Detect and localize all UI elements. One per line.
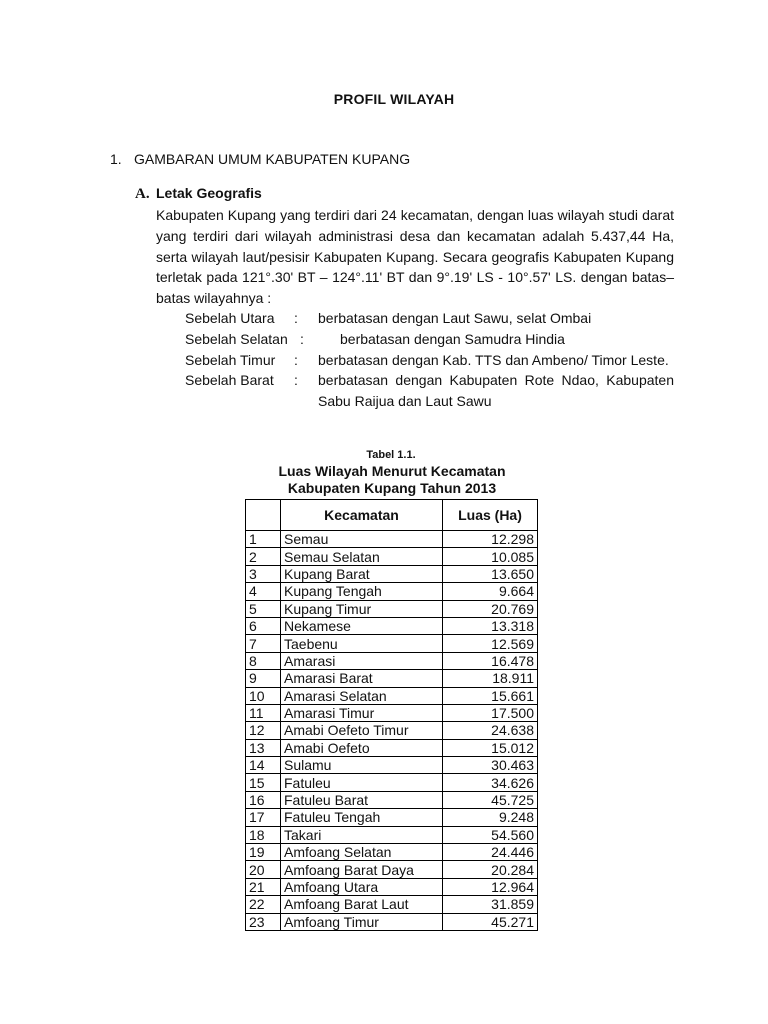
table-row <box>246 757 538 774</box>
page-title: PROFIL WILAYAH <box>333 91 455 107</box>
subsection-heading-text: Letak Geografis <box>156 185 262 201</box>
row-number-cell: 13 <box>246 739 281 756</box>
table-row <box>246 739 538 756</box>
table-title <box>0 463 768 497</box>
district-cell: Semau <box>281 531 443 548</box>
row-number-cell: 8 <box>246 652 281 669</box>
district-cell: Semau Selatan <box>281 548 443 565</box>
border-colon: : <box>294 351 298 368</box>
paragraph-text: Kabupaten Kupang yang terdiri dari 24 kecamatan, dengan luas wilayah studi darat yang terdiri dari wilayah administrasi desa dan kecamatan adalah 5.437,44 Ha, serta wilayah laut/pesisir Kabupaten Kupang. Secara geografis Kabupaten Kupang terletak pada 121°.30' BT – 124°.11' BT dan 9°.19' LS - 10°.57' LS. dengan batas–batas wilayahnya : <box>156 207 674 307</box>
district-cell: Fatuleu <box>281 774 443 791</box>
border-text: berbatasan dengan Samudra Hindia <box>340 330 565 347</box>
area-cell: 13.318 <box>443 617 538 634</box>
border-row-north <box>185 308 674 329</box>
table-row <box>246 652 538 669</box>
area-cell: 20.769 <box>443 600 538 617</box>
header-number <box>246 500 281 531</box>
row-number-cell: 5 <box>246 600 281 617</box>
border-row-south <box>185 329 674 350</box>
border-text: berbatasan dengan Kab. TTS dan Ambeno/ Timor Leste. <box>318 351 669 368</box>
area-cell: 31.859 <box>443 896 538 913</box>
area-cell: 9.248 <box>443 809 538 826</box>
district-cell: Nekamese <box>281 617 443 634</box>
row-number-cell: 4 <box>246 583 281 600</box>
area-cell: 12.298 <box>443 531 538 548</box>
district-cell: Kupang Timur <box>281 600 443 617</box>
district-cell: Amarasi Barat <box>281 670 443 687</box>
table-row <box>246 861 538 878</box>
area-cell: 34.626 <box>443 774 538 791</box>
district-cell: Amfoang Selatan <box>281 844 443 861</box>
district-cell: Fatuleu Barat <box>281 791 443 808</box>
border-colon: : <box>294 372 298 389</box>
row-number-cell: 6 <box>246 617 281 634</box>
table-body <box>246 531 538 931</box>
area-cell: 10.085 <box>443 548 538 565</box>
district-cell: Amarasi Timur <box>281 704 443 721</box>
district-cell: Amfoang Barat Laut <box>281 896 443 913</box>
row-number-cell: 3 <box>246 565 281 582</box>
border-row-east <box>185 350 674 371</box>
table-row <box>246 635 538 652</box>
border-text: berbatasan dengan Kabupaten Rote Ndao, Kabupaten Sabu Raijua dan Laut Sawu <box>318 372 674 410</box>
table-row <box>246 722 538 739</box>
table-row <box>246 583 538 600</box>
table-row <box>246 565 538 582</box>
area-cell: 17.500 <box>443 704 538 721</box>
table-title-line-2: Kabupaten Kupang Tahun 2013 <box>287 480 497 496</box>
district-cell: Sulamu <box>281 757 443 774</box>
row-number-cell: 16 <box>246 791 281 808</box>
district-cell: Amabi Oefeto Timur <box>281 722 443 739</box>
border-label: Sebelah Utara <box>185 310 275 326</box>
district-cell: Fatuleu Tengah <box>281 809 443 826</box>
district-cell: Amarasi Selatan <box>281 687 443 704</box>
area-cell: 30.463 <box>443 757 538 774</box>
border-label: Sebelah Timur <box>185 351 276 368</box>
area-cell: 15.012 <box>443 739 538 756</box>
border-list <box>185 308 674 412</box>
district-cell: Taebenu <box>281 635 443 652</box>
table-row <box>246 913 538 930</box>
border-row-west <box>185 370 674 412</box>
table-row <box>246 548 538 565</box>
table-row <box>246 704 538 721</box>
area-cell: 12.569 <box>443 635 538 652</box>
section-number: 1. <box>110 151 122 167</box>
district-cell: Takari <box>281 826 443 843</box>
header-area: Luas (Ha) <box>443 500 538 531</box>
table-row <box>246 826 538 843</box>
row-number-cell: 19 <box>246 844 281 861</box>
table-row <box>246 531 538 548</box>
table-row <box>246 878 538 895</box>
district-cell: Amabi Oefeto <box>281 739 443 756</box>
header-district: Kecamatan <box>281 500 443 531</box>
district-cell: Amfoang Utara <box>281 878 443 895</box>
table-row <box>246 617 538 634</box>
table-row <box>246 670 538 687</box>
area-cell: 9.664 <box>443 583 538 600</box>
section-heading <box>110 151 410 167</box>
district-cell: Amarasi <box>281 652 443 669</box>
row-number-cell: 2 <box>246 548 281 565</box>
row-number-cell: 9 <box>246 670 281 687</box>
area-cell: 24.446 <box>443 844 538 861</box>
district-cell: Amfoang Barat Daya <box>281 861 443 878</box>
body-paragraph <box>156 205 674 309</box>
area-cell: 24.638 <box>443 722 538 739</box>
row-number-cell: 22 <box>246 896 281 913</box>
border-colon: : <box>294 310 298 326</box>
subsection-heading <box>135 185 262 203</box>
table-row <box>246 687 538 704</box>
area-table <box>245 499 538 931</box>
row-number-cell: 17 <box>246 809 281 826</box>
table-row <box>246 844 538 861</box>
row-number-cell: 21 <box>246 878 281 895</box>
area-cell: 15.661 <box>443 687 538 704</box>
row-number-cell: 12 <box>246 722 281 739</box>
row-number-cell: 11 <box>246 704 281 721</box>
row-number-cell: 23 <box>246 913 281 930</box>
section-heading-text: GAMBARAN UMUM KABUPATEN KUPANG <box>134 151 411 167</box>
table-row <box>246 600 538 617</box>
row-number-cell: 15 <box>246 774 281 791</box>
area-cell: 13.650 <box>443 565 538 582</box>
row-number-cell: 1 <box>246 531 281 548</box>
row-number-cell: 18 <box>246 826 281 843</box>
table-title-line-1: Luas Wilayah Menurut Kecamatan <box>278 463 506 479</box>
table-row <box>246 774 538 791</box>
subsection-letter: A. <box>135 186 150 202</box>
border-text: berbatasan dengan Laut Sawu, selat Ombai <box>318 310 592 326</box>
table-row <box>246 791 538 808</box>
district-cell: Amfoang Timur <box>281 913 443 930</box>
row-number-cell: 10 <box>246 687 281 704</box>
area-cell: 45.271 <box>443 913 538 930</box>
area-cell: 54.560 <box>443 826 538 843</box>
row-number-cell: 20 <box>246 861 281 878</box>
table-row <box>246 809 538 826</box>
row-number-cell: 7 <box>246 635 281 652</box>
border-label: Sebelah Selatan <box>185 330 288 347</box>
table-caption: Tabel 1.1. <box>366 449 416 461</box>
row-number-cell: 14 <box>246 757 281 774</box>
area-cell: 45.725 <box>443 791 538 808</box>
area-cell: 12.964 <box>443 878 538 895</box>
border-colon: : <box>300 330 304 347</box>
table-row <box>246 896 538 913</box>
district-cell: Kupang Tengah <box>281 583 443 600</box>
area-cell: 16.478 <box>443 652 538 669</box>
district-cell: Kupang Barat <box>281 565 443 582</box>
table-header-row <box>246 500 538 531</box>
border-label: Sebelah Barat <box>185 372 274 389</box>
area-cell: 18.911 <box>443 670 538 687</box>
area-cell: 20.284 <box>443 861 538 878</box>
